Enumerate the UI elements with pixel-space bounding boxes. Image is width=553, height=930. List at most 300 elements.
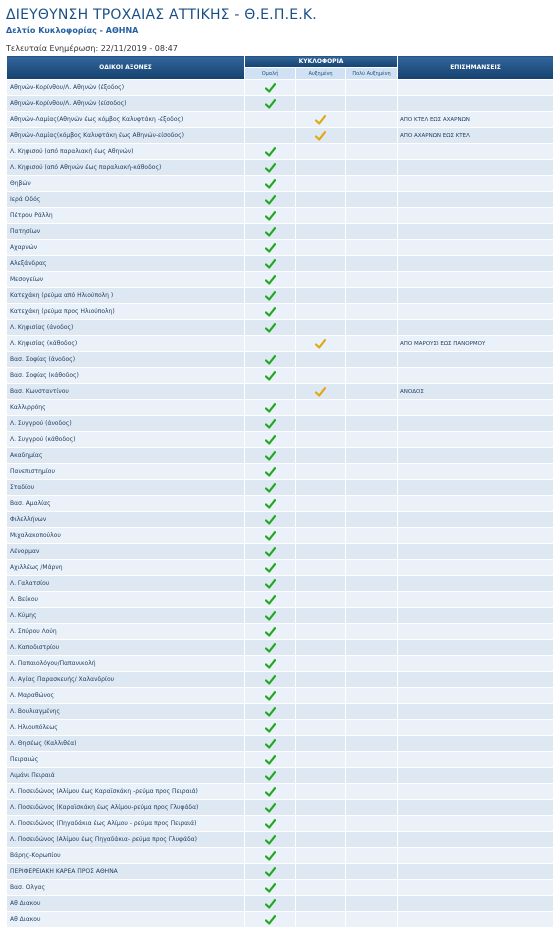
road-name: Λ. Ποσειδώνος (Αλίμου έως Πηγαδάκια- ρεύμα προς Γλυφάδα): [7, 832, 245, 848]
status-cell-normal: [245, 432, 296, 448]
header-very-increased: Πολύ Αυξημένη: [346, 68, 398, 80]
road-note: [398, 400, 553, 416]
status-cell-normal: [245, 192, 296, 208]
status-cell-normal: [245, 576, 296, 592]
status-cell-increased: [296, 688, 346, 704]
table-row: [7, 800, 553, 816]
status-cell-increased: [296, 560, 346, 576]
table-row: [7, 352, 553, 368]
table-row: [7, 560, 553, 576]
status-cell-normal: [245, 640, 296, 656]
road-note: [398, 784, 553, 800]
road-note: [398, 832, 553, 848]
status-cell-very: [346, 80, 398, 96]
status-cell-normal: [245, 736, 296, 752]
table-row: [7, 544, 553, 560]
table-row: [7, 688, 553, 704]
status-cell-very: [346, 400, 398, 416]
status-cell-normal: [245, 144, 296, 160]
road-note: [398, 576, 553, 592]
status-cell-increased: [296, 656, 346, 672]
table-row: [7, 864, 553, 880]
road-name: Πειραιώς: [7, 752, 245, 768]
status-cell-normal: [245, 208, 296, 224]
road-note: [398, 864, 553, 880]
status-cell-very: [346, 160, 398, 176]
status-cell-increased: [296, 288, 346, 304]
status-cell-very: [346, 576, 398, 592]
status-cell-very: [346, 864, 398, 880]
road-name: Αθηνών-Κορίνθου/Λ. Αθηνών (έξοδος): [7, 80, 245, 96]
check-icon: [265, 323, 276, 333]
table-row: [7, 288, 553, 304]
road-name: Καλλιρρόης: [7, 400, 245, 416]
check-icon: [265, 371, 276, 381]
status-cell-very: [346, 768, 398, 784]
road-name: Λ. Μαραθώνος: [7, 688, 245, 704]
status-cell-very: [346, 848, 398, 864]
status-cell-increased: [296, 912, 346, 928]
road-name: Λένορμαν: [7, 544, 245, 560]
status-cell-very: [346, 464, 398, 480]
status-cell-increased: [296, 608, 346, 624]
status-cell-increased: [296, 416, 346, 432]
status-cell-increased: [296, 832, 346, 848]
road-name: Μεσογείων: [7, 272, 245, 288]
table-row: [7, 816, 553, 832]
road-note: [398, 192, 553, 208]
traffic-rows: [7, 80, 553, 928]
status-cell-very: [346, 112, 398, 128]
road-name: Πέτρου Ράλλη: [7, 208, 245, 224]
table-row: [7, 96, 553, 112]
table-row: [7, 304, 553, 320]
road-name: Αθ Διακου: [7, 896, 245, 912]
check-icon: [265, 403, 276, 413]
check-icon: [265, 643, 276, 653]
road-note: [398, 528, 553, 544]
table-row: [7, 160, 553, 176]
status-cell-increased: [296, 448, 346, 464]
road-name: Ιερά Οδός: [7, 192, 245, 208]
status-cell-normal: [245, 368, 296, 384]
status-cell-increased: [296, 432, 346, 448]
check-icon: [265, 467, 276, 477]
status-cell-normal: [245, 656, 296, 672]
table-row: [7, 832, 553, 848]
table-row: [7, 576, 553, 592]
status-cell-normal: [245, 752, 296, 768]
table-row: [7, 512, 553, 528]
road-name: Λ. Θησέως (Καλλιθέα): [7, 736, 245, 752]
road-note: [398, 608, 553, 624]
status-cell-very: [346, 288, 398, 304]
table-row: [7, 672, 553, 688]
road-note: [398, 512, 553, 528]
road-note: ΑΠΟ ΑΧΑΡΝΩΝ ΕΩΣ ΚΤΕΛ: [398, 128, 553, 144]
table-row: [7, 336, 553, 352]
status-cell-very: [346, 512, 398, 528]
check-icon: [265, 563, 276, 573]
status-cell-very: [346, 608, 398, 624]
table-row: [7, 208, 553, 224]
road-note: [398, 720, 553, 736]
status-cell-normal: [245, 288, 296, 304]
status-cell-normal: [245, 768, 296, 784]
road-note: [398, 288, 553, 304]
table-row: [7, 704, 553, 720]
check-icon: [265, 787, 276, 797]
status-cell-normal: [245, 704, 296, 720]
status-cell-very: [346, 272, 398, 288]
road-note: ΑΠΟ ΚΤΕΛ ΕΩΣ ΑΧΑΡΝΩΝ: [398, 112, 553, 128]
status-cell-increased: [296, 624, 346, 640]
page-title: ΔΙΕΥΘΥΝΣΗ ΤΡΟΧΑΙΑΣ ΑΤΤΙΚΗΣ - Θ.Ε.Π.Ε.Κ.: [6, 7, 317, 23]
table-row: [7, 592, 553, 608]
road-name: Λ. Ηλιουπόλεως: [7, 720, 245, 736]
status-cell-very: [346, 592, 398, 608]
check-icon: [265, 259, 276, 269]
road-note: [398, 320, 553, 336]
check-icon: [265, 771, 276, 781]
check-icon: [265, 723, 276, 733]
road-name: Λ. Καποδιστρίου: [7, 640, 245, 656]
check-icon: [265, 819, 276, 829]
check-icon: [265, 355, 276, 365]
road-name: ΠΕΡΙΦΕΡΕΙΑΚΗ ΚΑΡΕΑ ΠΡΟΣ ΑΘΗΝΑ: [7, 864, 245, 880]
check-icon: [265, 147, 276, 157]
check-icon: [265, 307, 276, 317]
status-cell-very: [346, 816, 398, 832]
table-row: [7, 496, 553, 512]
status-cell-very: [346, 560, 398, 576]
status-cell-increased: [296, 768, 346, 784]
status-cell-normal: [245, 96, 296, 112]
status-cell-very: [346, 912, 398, 928]
status-cell-very: [346, 496, 398, 512]
table-row: [7, 400, 553, 416]
status-cell-very: [346, 656, 398, 672]
status-cell-very: [346, 320, 398, 336]
status-cell-increased: [296, 480, 346, 496]
status-cell-normal: [245, 128, 296, 144]
table-row: [7, 880, 553, 896]
road-note: [398, 768, 553, 784]
road-name: Αθηνών-Κορίνθου/Λ. Αθηνών (είσοδος): [7, 96, 245, 112]
check-icon: [265, 195, 276, 205]
road-name: Βασ. Αμαλίας: [7, 496, 245, 512]
header-roads: ΟΔΙΚΟΙ ΑΞΟΝΕΣ: [7, 56, 245, 80]
status-cell-normal: [245, 80, 296, 96]
status-cell-increased: [296, 752, 346, 768]
table-row: [7, 768, 553, 784]
road-name: Λ. Γαλατσίου: [7, 576, 245, 592]
status-cell-increased: [296, 640, 346, 656]
status-cell-increased: [296, 352, 346, 368]
check-icon: [265, 515, 276, 525]
check-icon: [265, 883, 276, 893]
road-name: Βασ. Σοφίας (κάθοδος): [7, 368, 245, 384]
status-cell-normal: [245, 416, 296, 432]
check-icon: [265, 867, 276, 877]
status-cell-very: [346, 880, 398, 896]
status-cell-increased: [296, 864, 346, 880]
status-cell-increased: [296, 512, 346, 528]
road-name: Λ. Κηφισού (από Αθηνών έως παραλιακή-κάθοδος): [7, 160, 245, 176]
table-row: [7, 416, 553, 432]
check-icon: [265, 163, 276, 173]
road-name: Αλεξάνδρας: [7, 256, 245, 272]
status-cell-normal: [245, 464, 296, 480]
road-note: [398, 672, 553, 688]
status-cell-very: [346, 896, 398, 912]
road-note: [398, 144, 553, 160]
table-row: [7, 176, 553, 192]
status-cell-normal: [245, 560, 296, 576]
road-name: Βασ. Σοφίας (άνοδος): [7, 352, 245, 368]
check-icon: [265, 99, 276, 109]
road-name: Σταδίου: [7, 480, 245, 496]
status-cell-increased: [296, 880, 346, 896]
status-cell-normal: [245, 624, 296, 640]
road-name: Αθηνών-Λαμίας(κόμβος Καλυφτάκη έως Αθηνών-είσοδος): [7, 128, 245, 144]
status-cell-increased: [296, 112, 346, 128]
road-note: [398, 560, 553, 576]
road-name: Κατεχάκη (ρεύμα από Ηλιούπολη ): [7, 288, 245, 304]
road-name: Πατησίων: [7, 224, 245, 240]
check-icon: [265, 227, 276, 237]
status-cell-normal: [245, 800, 296, 816]
check-icon: [265, 595, 276, 605]
road-note: [398, 368, 553, 384]
status-cell-increased: [296, 496, 346, 512]
road-note: ΑΝΟΔΟΣ: [398, 384, 553, 400]
status-cell-increased: [296, 176, 346, 192]
status-cell-increased: [296, 256, 346, 272]
traffic-table: [6, 55, 553, 928]
road-name: Λ. Παπαιολόγου/Παπανικολή: [7, 656, 245, 672]
table-row: [7, 912, 553, 928]
road-note: [398, 800, 553, 816]
table-row: [7, 464, 553, 480]
status-cell-increased: [296, 784, 346, 800]
road-note: [398, 352, 553, 368]
status-cell-very: [346, 704, 398, 720]
status-cell-very: [346, 368, 398, 384]
road-note: [398, 80, 553, 96]
road-name: Κατεχάκη (ρεύμα προς Ηλιούπολη): [7, 304, 245, 320]
status-cell-very: [346, 256, 398, 272]
check-icon: [265, 707, 276, 717]
table-row: [7, 368, 553, 384]
table-row: [7, 480, 553, 496]
status-cell-very: [346, 336, 398, 352]
table-row: [7, 320, 553, 336]
road-name: Αχαρνών: [7, 240, 245, 256]
status-cell-normal: [245, 672, 296, 688]
table-row: [7, 624, 553, 640]
status-cell-very: [346, 736, 398, 752]
road-note: ΑΠΟ ΜΑΡΟΥΣΙ ΕΩΣ ΠΑΝΟΡΜΟΥ: [398, 336, 553, 352]
table-row: [7, 640, 553, 656]
road-note: [398, 752, 553, 768]
status-cell-very: [346, 544, 398, 560]
table-row: [7, 720, 553, 736]
last-update: [6, 44, 547, 54]
status-cell-normal: [245, 832, 296, 848]
check-icon: [265, 291, 276, 301]
page-header: [0, 0, 553, 54]
status-cell-normal: [245, 896, 296, 912]
table-row: [7, 656, 553, 672]
check-icon: [315, 387, 326, 397]
status-cell-normal: [245, 352, 296, 368]
check-icon: [265, 419, 276, 429]
status-cell-increased: [296, 544, 346, 560]
status-cell-increased: [296, 240, 346, 256]
check-icon: [265, 899, 276, 909]
status-cell-increased: [296, 160, 346, 176]
road-note: [398, 304, 553, 320]
road-note: [398, 96, 553, 112]
road-name: Ακαδημίας: [7, 448, 245, 464]
status-cell-very: [346, 432, 398, 448]
road-name: Λ. Βείκου: [7, 592, 245, 608]
road-note: [398, 704, 553, 720]
check-icon: [265, 531, 276, 541]
check-icon: [265, 579, 276, 589]
status-cell-increased: [296, 96, 346, 112]
road-note: [398, 816, 553, 832]
status-cell-increased: [296, 224, 346, 240]
last-update-value: 22/11/2019 - 08:47: [100, 44, 178, 53]
road-name: Λ. Κηφισού (από παραλιακή έως Αθηνών): [7, 144, 245, 160]
status-cell-normal: [245, 320, 296, 336]
road-name: Λ. Συγγρού (άνοδος): [7, 416, 245, 432]
status-cell-normal: [245, 688, 296, 704]
road-note: [398, 912, 553, 928]
check-icon: [265, 275, 276, 285]
status-cell-normal: [245, 448, 296, 464]
status-cell-increased: [296, 192, 346, 208]
road-name: Λ. Αγίας Παρασκευής/ Χαλανδρίου: [7, 672, 245, 688]
status-cell-increased: [296, 800, 346, 816]
status-cell-increased: [296, 80, 346, 96]
status-cell-very: [346, 800, 398, 816]
road-note: [398, 416, 553, 432]
header-traffic: ΚΥΚΛΟΦΟΡΙΑ: [245, 56, 398, 68]
road-name: Λ. Ποσειδώνος (Αλίμου έως Καραϊσκάκη -ρεύμα προς Πειραιά): [7, 784, 245, 800]
road-note: [398, 448, 553, 464]
road-note: [398, 240, 553, 256]
check-icon: [265, 659, 276, 669]
status-cell-normal: [245, 848, 296, 864]
road-name: Βάρης-Κορωπίου: [7, 848, 245, 864]
status-cell-increased: [296, 672, 346, 688]
road-name: Λ. Κύμης: [7, 608, 245, 624]
check-icon: [265, 739, 276, 749]
status-cell-increased: [296, 736, 346, 752]
status-cell-increased: [296, 320, 346, 336]
header-normal: Ομαλή: [245, 68, 296, 80]
status-cell-very: [346, 416, 398, 432]
status-cell-normal: [245, 784, 296, 800]
road-name: Αχιλλέως /Μάρνη: [7, 560, 245, 576]
check-icon: [265, 243, 276, 253]
check-icon: [265, 851, 276, 861]
status-cell-increased: [296, 384, 346, 400]
status-cell-increased: [296, 464, 346, 480]
road-note: [398, 176, 553, 192]
table-row: [7, 896, 553, 912]
status-cell-increased: [296, 848, 346, 864]
road-name: Λ. Ποσειδώνος (Πηγαδάκια έως Αλίμου - ρεύμα προς Πειραιά): [7, 816, 245, 832]
road-note: [398, 496, 553, 512]
road-name: Λ. Κηφισίας (κάθοδος): [7, 336, 245, 352]
status-cell-very: [346, 832, 398, 848]
road-note: [398, 688, 553, 704]
status-cell-very: [346, 528, 398, 544]
status-cell-normal: [245, 592, 296, 608]
road-name: Μιχαλακοπούλου: [7, 528, 245, 544]
check-icon: [265, 675, 276, 685]
status-cell-normal: [245, 880, 296, 896]
status-cell-very: [346, 128, 398, 144]
status-cell-increased: [296, 528, 346, 544]
check-icon: [265, 627, 276, 637]
status-cell-normal: [245, 336, 296, 352]
road-note: [398, 736, 553, 752]
status-cell-very: [346, 208, 398, 224]
check-icon: [265, 835, 276, 845]
table-row: [7, 144, 553, 160]
status-cell-normal: [245, 912, 296, 928]
status-cell-normal: [245, 224, 296, 240]
table-row: [7, 736, 553, 752]
road-note: [398, 160, 553, 176]
status-cell-very: [346, 752, 398, 768]
status-cell-normal: [245, 160, 296, 176]
status-cell-increased: [296, 400, 346, 416]
road-name: Λ. Συγγρού (κάθοδος): [7, 432, 245, 448]
status-cell-very: [346, 672, 398, 688]
status-cell-very: [346, 352, 398, 368]
status-cell-very: [346, 224, 398, 240]
status-cell-increased: [296, 336, 346, 352]
road-name: Θηβών: [7, 176, 245, 192]
status-cell-very: [346, 384, 398, 400]
status-cell-increased: [296, 304, 346, 320]
table-row: [7, 384, 553, 400]
status-cell-very: [346, 624, 398, 640]
status-cell-normal: [245, 512, 296, 528]
road-name: Βασ. Κωνσταντίνου: [7, 384, 245, 400]
check-icon: [265, 915, 276, 925]
road-name: Αθ Διακου: [7, 912, 245, 928]
check-icon: [265, 451, 276, 461]
page-subtitle: Δελτίο Κυκλοφορίας - ΑΘΗΝΑ: [6, 26, 139, 35]
status-cell-normal: [245, 256, 296, 272]
road-note: [398, 592, 553, 608]
status-cell-increased: [296, 272, 346, 288]
table-row: [7, 240, 553, 256]
status-cell-increased: [296, 128, 346, 144]
road-note: [398, 256, 553, 272]
check-icon: [265, 755, 276, 765]
header-increased: Αυξημένη: [296, 68, 346, 80]
check-icon: [265, 211, 276, 221]
road-name: Φιλελλήνων: [7, 512, 245, 528]
